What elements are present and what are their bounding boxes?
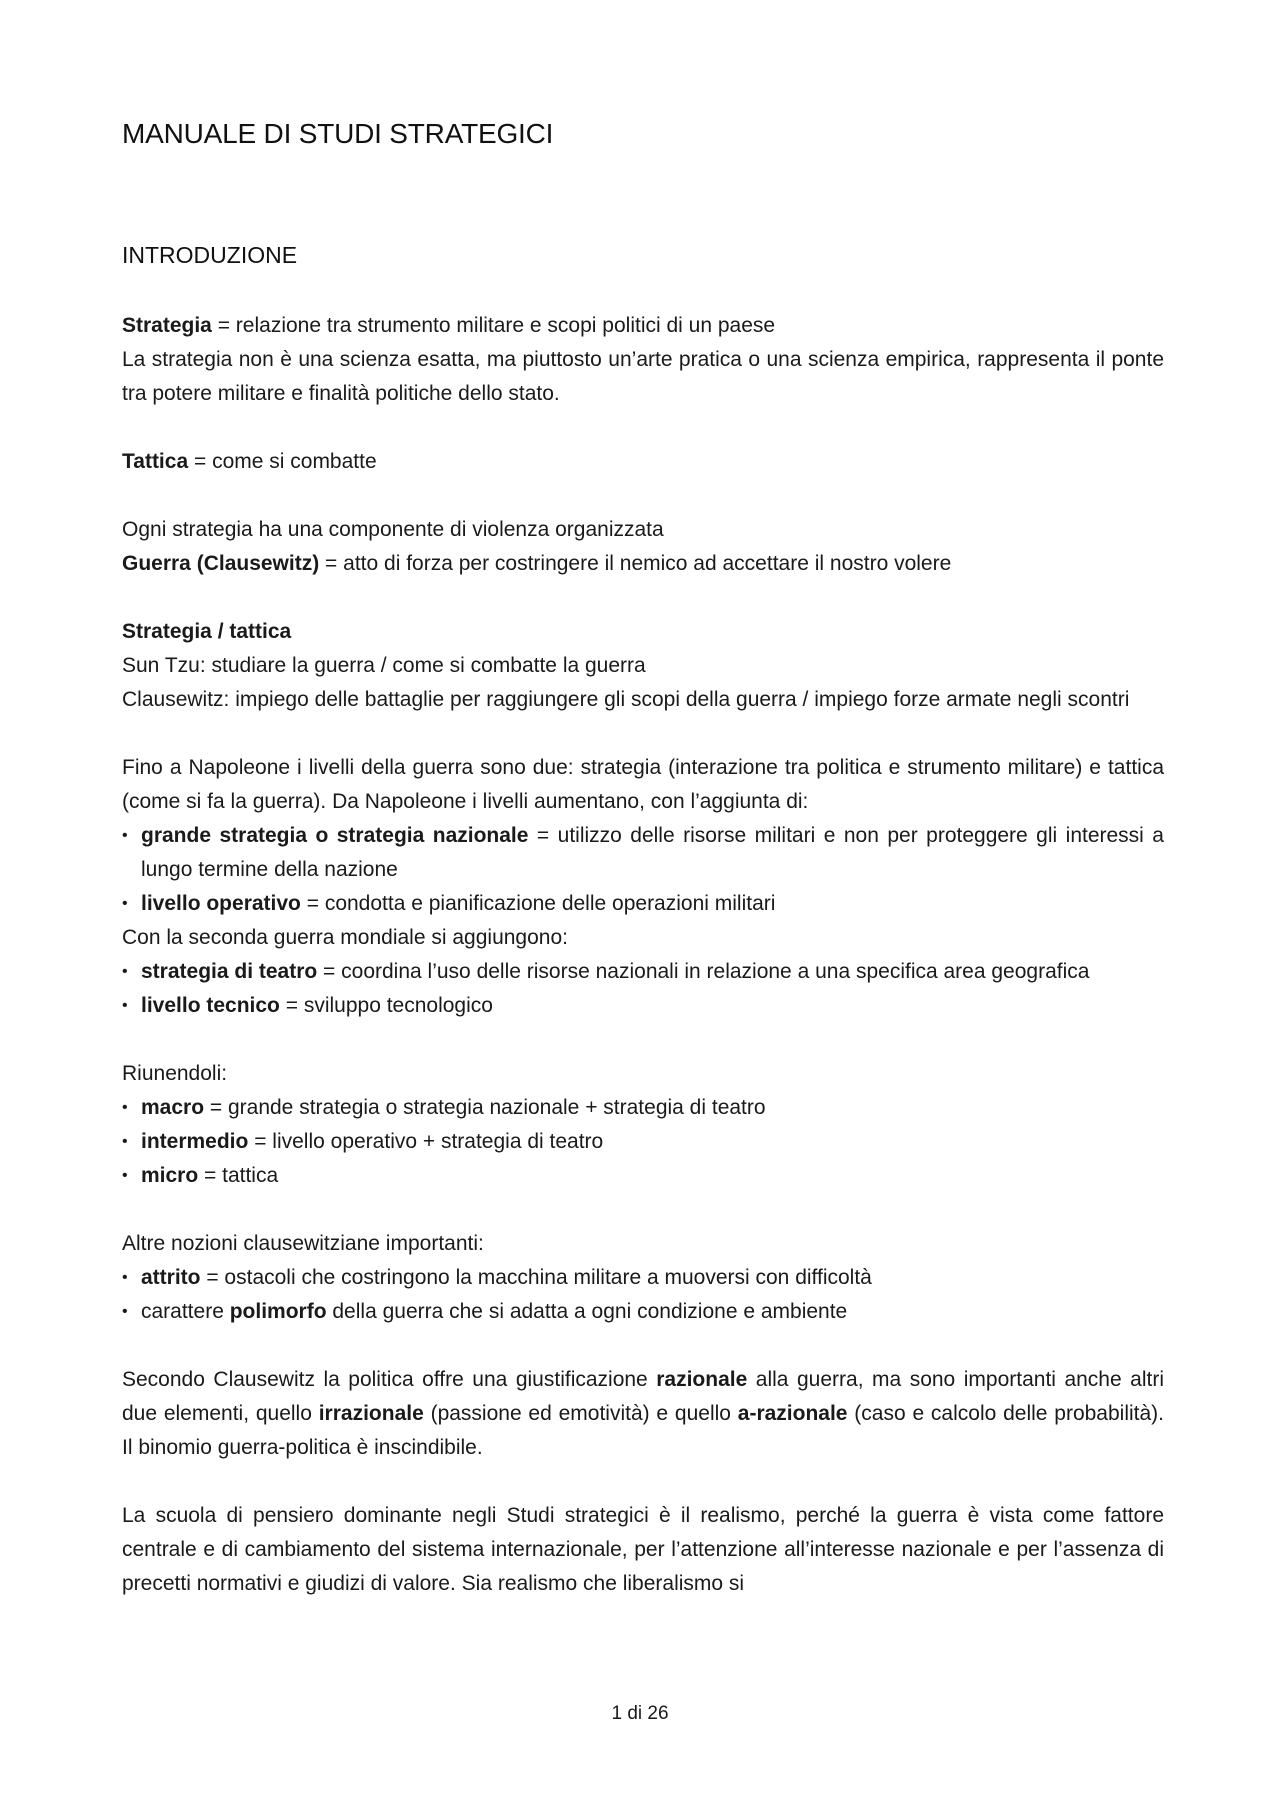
altre-intro: Altre nozioni clausewitziane importanti: (122, 1232, 484, 1255)
strategia-tattica-heading: Strategia / tattica (122, 620, 292, 643)
seconda-guerra-intro: Con la seconda guerra mondiale si aggiungono: (122, 926, 568, 949)
napoleone-paragraph: Fino a Napoleone i livelli della guerra sono due: strategia (interazione tra politica e strumento militare) e tattica (come si fa la guerra). Da Napoleone i livelli aumentano, con l’aggiunta di: (122, 756, 1164, 813)
tattica-definition: Tattica = come si combatte (122, 450, 377, 473)
strategia-definition: Strategia = relazione tra strumento militare e scopi politici di un paese (122, 314, 776, 337)
list-item: • carattere polimorfo della guerra che si adatta a ogni condizione e ambiente (122, 1300, 848, 1323)
document-title: MANUALE DI STUDI STRATEGICI (122, 118, 554, 149)
sun-tzu-line: Sun Tzu: studiare la guerra / come si combatte la guerra (122, 654, 646, 677)
list-item: • livello tecnico = sviluppo tecnologico (122, 994, 493, 1017)
list-item: • livello operativo = condotta e pianificazione delle operazioni militari (122, 892, 776, 915)
term-strategia: Strategia (122, 314, 212, 337)
guerra-definition: Guerra (Clausewitz) = atto di forza per costringere il nemico ad accettare il nostro volere (122, 552, 952, 575)
list-item: • strategia di teatro = coordina l’uso delle risorse nazionali in relazione a una specifica area geografica (122, 960, 1090, 983)
list-item: • attrito = ostacoli che costringono la macchina militare a muoversi con difficoltà (122, 1266, 872, 1289)
napoleone-list (122, 819, 1164, 921)
list-item: • intermedio = livello operativo + strategia di teatro (122, 1130, 604, 1153)
altre-list (122, 1261, 1164, 1329)
secondo-clausewitz-paragraph: Secondo Clausewitz la politica offre una giustificazione razionale alla guerra, ma sono importanti anche altri due elementi, quello irrazionale (passione ed emotività) e quello a-razionale (caso e calcolo delle probabilità). Il binomio guerra-politica è inscindibile. (122, 1368, 1165, 1459)
scuola-paragraph: La scuola di pensiero dominante negli Studi strategici è il realismo, perché la guerra è vista come fattore centrale e di cambiamento del sistema internazionale, per l’attenzione all’interesse nazionale e per l’assenza di precetti normativi e giudizi di valore. Sia realismo che liberalismo si (122, 1504, 1164, 1595)
list-item: • grande strategia o strategia nazionale = utilizzo delle risorse militari e non per proteggere gli interessi a lungo termine della nazione (122, 824, 1164, 881)
list-item: • macro = grande strategia o strategia nazionale + strategia di teatro (122, 1096, 766, 1119)
riunendoli-intro: Riunendoli: (122, 1062, 228, 1085)
seconda-guerra-list (122, 955, 1164, 1023)
term-guerra: Guerra (Clausewitz) (122, 552, 320, 575)
riunendoli-list (122, 1091, 1164, 1193)
page-number: 1 di 26 (611, 1703, 669, 1724)
document-body (122, 309, 1164, 1601)
clausewitz-line: Clausewitz: impiego delle battaglie per raggiungere gli scopi della guerra / impiego forze armate negli scontri (122, 688, 1130, 711)
list-item: • micro = tattica (122, 1164, 279, 1187)
term-tattica: Tattica (122, 450, 189, 473)
section-heading: INTRODUZIONE (122, 242, 298, 268)
violenza-line: Ogni strategia ha una componente di violenza organizzata (122, 518, 664, 541)
strategia-paragraph: La strategia non è una scienza esatta, ma piuttosto un’arte pratica o una scienza empirica, rappresenta il ponte tra potere militare e finalità politiche dello stato. (122, 348, 1164, 405)
